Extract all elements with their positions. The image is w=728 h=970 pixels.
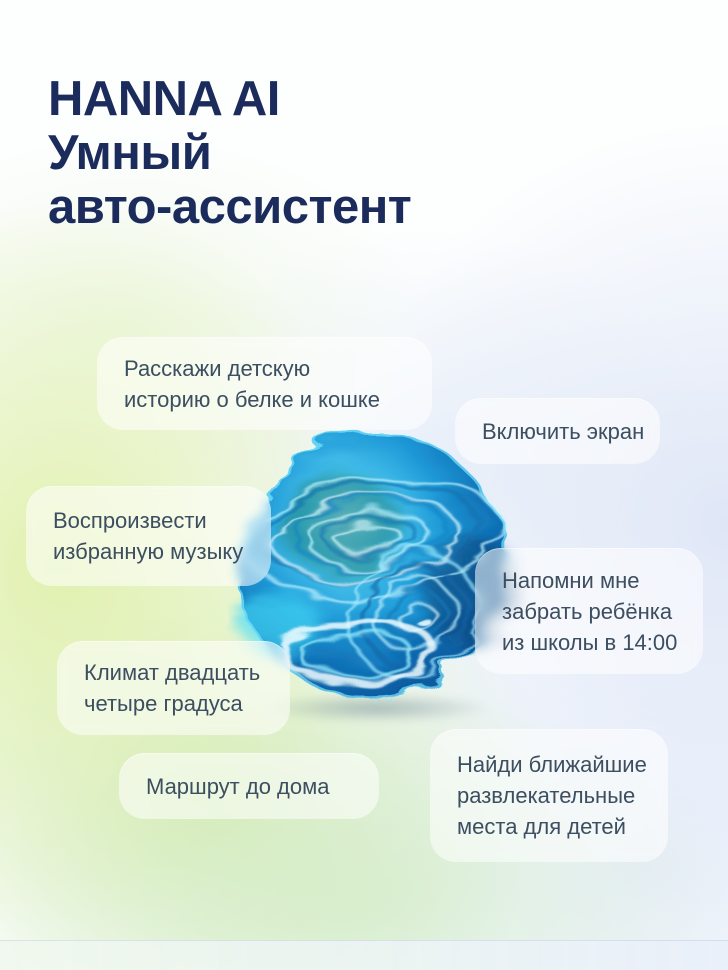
voice-command-bubble-play-music — [26, 486, 271, 586]
bubble-line: из школы в 14:00 — [502, 629, 678, 655]
bubble-line: историю о белке и кошке — [124, 386, 381, 412]
voice-command-bubble-climate — [57, 641, 290, 735]
voice-command-bubble-tell-story — [97, 337, 432, 430]
page-title — [48, 72, 411, 234]
bubble-line: Найди ближайшие — [457, 752, 647, 777]
bubble-line: Расскажи детскую — [124, 355, 311, 381]
voice-command-bubble-find-places — [430, 729, 668, 862]
bubble-line: Маршрут до дома — [146, 773, 330, 799]
bubble-line: развлекательные — [457, 783, 636, 808]
bubble-line: Климат двадцать — [84, 660, 261, 685]
voice-command-bubble-turn-on-screen — [455, 398, 660, 464]
bubble-line: Воспроизвести — [53, 508, 207, 533]
bubble-line: Напомни мне — [502, 567, 640, 593]
product-name: HANNA AI — [48, 72, 280, 126]
subtitle-line-1: Умный — [48, 126, 212, 180]
bubble-line: Включить экран — [482, 418, 645, 444]
voice-command-bubble-remind-pickup — [475, 548, 703, 674]
floor-seam — [0, 940, 728, 970]
bubble-line: четыре градуса — [84, 691, 243, 716]
bubble-line: забрать ребёнка — [502, 598, 673, 624]
voice-command-bubble-route-home — [119, 753, 379, 819]
subtitle-line-2: авто-ассистент — [48, 180, 412, 234]
bubble-line: места для детей — [457, 814, 626, 839]
bubble-line: избранную музыку — [53, 539, 244, 564]
